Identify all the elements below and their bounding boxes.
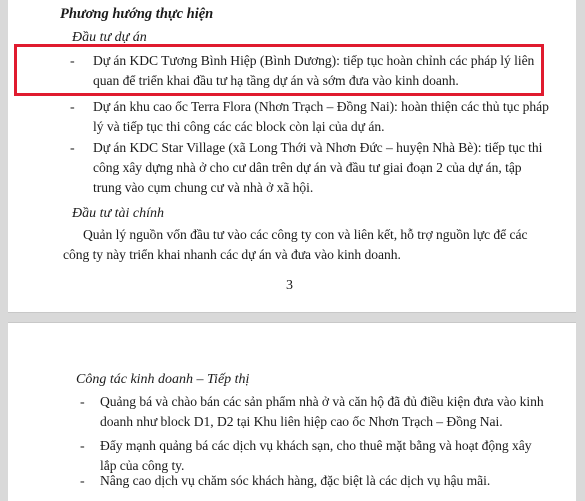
item-1-line-1: Dự án KDC Tương Bình Hiệp (Bình Dương): tiếp tục hoàn chỉnh các pháp lý liên: [93, 53, 535, 68]
sales-item-1-line-1: Quảng bá và chào bán các sản phẩm nhà ở và căn hộ đã đủ điều kiện đưa vào kinh: [100, 394, 544, 409]
sales-item-1-line-2: doanh như block D1, D2 tại Khu liên hiệp cao ốc Nhơn Trạch – Đồng Nai.: [100, 414, 503, 429]
sales-item-2-line-1: Đẩy mạnh quảng bá các dịch vụ khách sạn, cho thuê mặt bằng và hoạt động xây: [100, 438, 532, 453]
bullet-dash: -: [80, 439, 85, 454]
bullet-dash: -: [70, 54, 75, 69]
page-number: 3: [286, 278, 293, 293]
item-1-line-2: quan để triển khai đầu tư hạ tầng dự án và sớm đưa vào kinh doanh.: [93, 73, 459, 88]
document-page-2: [8, 322, 576, 501]
document-page-1: [8, 0, 576, 313]
sales-marketing-heading: Công tác kinh doanh – Tiếp thị: [76, 372, 250, 387]
bullet-dash: -: [70, 100, 75, 115]
project-investment-heading: Đầu tư dự án: [72, 30, 147, 45]
bullet-dash: -: [70, 141, 75, 156]
section-title: Phương hướng thực hiện: [60, 6, 214, 22]
bullet-dash: -: [80, 395, 85, 410]
item-3-line-3: trung vào cụm chung cư và nhà ở xã hội.: [93, 180, 314, 195]
finance-line-1: Quản lý nguồn vốn đầu tư vào các công ty con và liên kết, hỗ trợ nguồn lực để các: [83, 227, 528, 242]
sales-item-2-line-2: lắp của công ty.: [100, 458, 185, 473]
finance-investment-heading: Đầu tư tài chính: [72, 206, 165, 221]
item-3-line-2: công xây dựng nhà ở cho cư dân trên dự án và đầu tư giai đoạn 2 của dự án, tập: [93, 160, 522, 175]
bullet-dash: -: [80, 474, 85, 489]
finance-line-2: công ty này triển khai nhanh các dự án và đưa vào kinh doanh.: [63, 247, 401, 262]
sales-item-3-line-1: Nâng cao dịch vụ chăm sóc khách hàng, đặc biệt là các dịch vụ hậu mãi.: [100, 473, 491, 488]
item-2-line-1: Dự án khu cao ốc Terra Flora (Nhơn Trạch – Đồng Nai): hoàn thiện các thủ tục pháp: [93, 99, 549, 114]
item-2-line-2: lý và tiếp tục thi công các các block còn lại của dự án.: [93, 119, 385, 134]
item-3-line-1: Dự án KDC Star Village (xã Long Thới và Nhơn Đức – huyện Nhà Bè): tiếp tục thi: [93, 140, 543, 155]
